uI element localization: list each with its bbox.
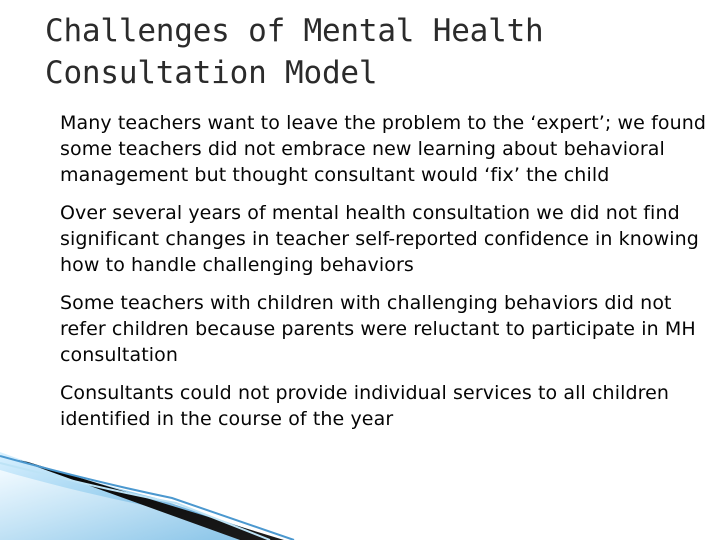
bullet-item-1 [40,110,710,188]
thin-light-blue-corner-line [0,463,270,540]
bullet-item-3 [40,290,710,368]
bullet-list [40,110,710,432]
blue-corner-shape [0,452,280,540]
light-blue-corner-shape [0,470,250,540]
slide-title: Challenges of Mental Health Consultation Model [45,13,544,91]
bullet-text-3: Some teachers with children with challenging behaviors did not refer children because parents were reluctant to participate in MH consultation [60,292,696,366]
bullet-text-4: Consultants could not provide individual services to all children identified in the course of the year [60,382,670,430]
thin-blue-corner-line [0,456,294,540]
bullet-text-2: Over several years of mental health consultation we did not find significant changes in teacher self-reported confidence in knowing how to handle challenging behaviors [60,202,699,276]
bullet-text-1: Many teachers want to leave the problem to the ‘expert’; we found some teachers did not embrace new learning about behavioral management but thought consultant would ‘fix’ the child [60,112,707,186]
bullet-item-2 [40,200,710,278]
bullet-item-4 [40,380,710,432]
dark-corner-stripe [18,460,284,540]
